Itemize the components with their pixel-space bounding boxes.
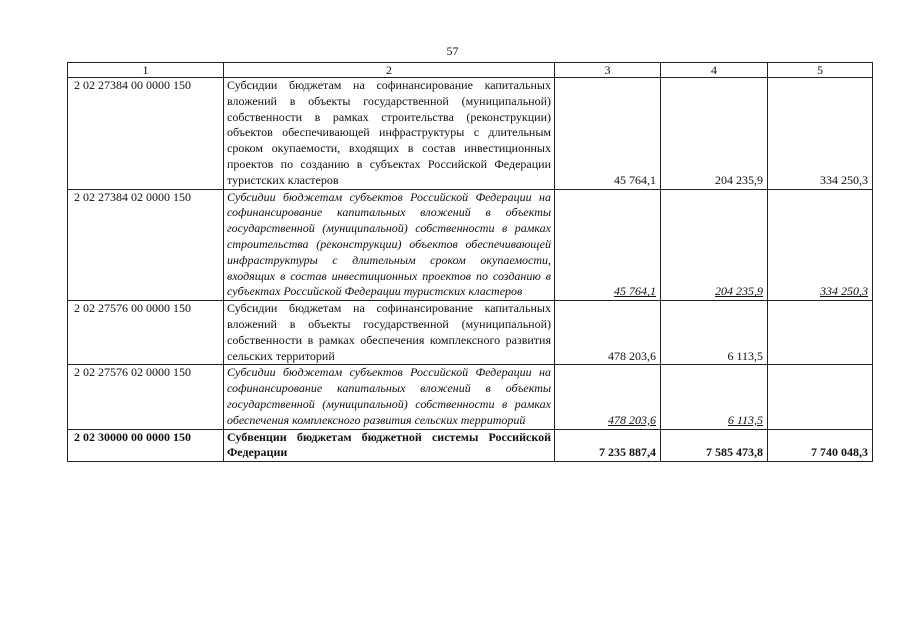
column-header-5: 5	[768, 63, 873, 78]
budget-code-cell: 2 02 30000 00 0000 150	[68, 429, 224, 462]
amount-col4-cell: 6 113,5	[661, 301, 768, 365]
amount-col5-cell	[768, 189, 873, 301]
table-row	[68, 301, 873, 365]
description-cell: Субсидии бюджетам субъектов Российской Федерации на софинансирование капитальных вложений в объекты государственной (муниципальной) собственности в рамках обеспечения комплексного развития сельских территорий	[224, 365, 555, 429]
amount-col4-cell	[661, 365, 768, 429]
budget-code-cell: 2 02 27384 02 0000 150	[68, 189, 224, 301]
amount-col5-cell	[768, 365, 873, 429]
page-number: 57	[446, 44, 459, 58]
amount-col3-cell	[555, 189, 661, 301]
amount-col3-value: 45 764,1	[614, 284, 656, 299]
amount-col3-cell: 7 235 887,4	[555, 429, 661, 462]
amount-col5-cell: 7 740 048,3	[768, 429, 873, 462]
table-row	[68, 78, 873, 190]
column-number-row	[68, 63, 873, 78]
table-row	[68, 429, 873, 462]
amount-col3-value: 478 203,6	[608, 412, 656, 427]
amount-col5-cell: 334 250,3	[768, 78, 873, 190]
description-cell: Субсидии бюджетам субъектов Российской Федерации на софинансирование капитальных вложений в объекты государственной (муниципальной) собственности в рамках строительства (реконструкции) объектов обеспечивающей инфраструктуры с длительным сроком окупаемости, входящих в состав инвестиционных проектов по созданию в субъектах Российской Федерации туристских кластеров	[224, 189, 555, 301]
description-cell: Субсидии бюджетам на софинансирование капитальных вложений в объекты государственной (муниципальной) собственности в рамках строительства (реконструкции) объектов обеспечивающей инфраструктуры с длительным сроком окупаемости, входящих в состав инвестиционных проектов по созданию в субъектах Российской Федерации туристских кластеров	[224, 78, 555, 190]
column-header-1: 1	[68, 63, 224, 78]
budget-table	[67, 62, 873, 462]
column-header-3: 3	[555, 63, 661, 78]
amount-col3-cell: 45 764,1	[555, 78, 661, 190]
column-header-2: 2	[224, 63, 555, 78]
table-row	[68, 189, 873, 301]
description-cell: Субвенции бюджетам бюджетной системы Российской Федерации	[224, 429, 555, 462]
description-cell: Субсидии бюджетам на софинансирование капитальных вложений в объекты государственной (муниципальной) собственности в рамках обеспечения комплексного развития сельских территорий	[224, 301, 555, 365]
budget-code-cell: 2 02 27576 02 0000 150	[68, 365, 224, 429]
amount-col4-value: 204 235,9	[715, 284, 763, 299]
budget-code-cell: 2 02 27576 00 0000 150	[68, 301, 224, 365]
amount-col4-cell: 7 585 473,8	[661, 429, 768, 462]
budget-code-cell: 2 02 27384 00 0000 150	[68, 78, 224, 190]
amount-col3-cell	[555, 365, 661, 429]
amount-col4-cell	[661, 189, 768, 301]
amount-col4-value: 6 113,5	[727, 412, 763, 427]
column-header-4: 4	[661, 63, 768, 78]
amount-col3-cell: 478 203,6	[555, 301, 661, 365]
table-row	[68, 365, 873, 429]
amount-col5-cell	[768, 301, 873, 365]
amount-col5-value: 334 250,3	[820, 284, 868, 299]
amount-col4-cell: 204 235,9	[661, 78, 768, 190]
